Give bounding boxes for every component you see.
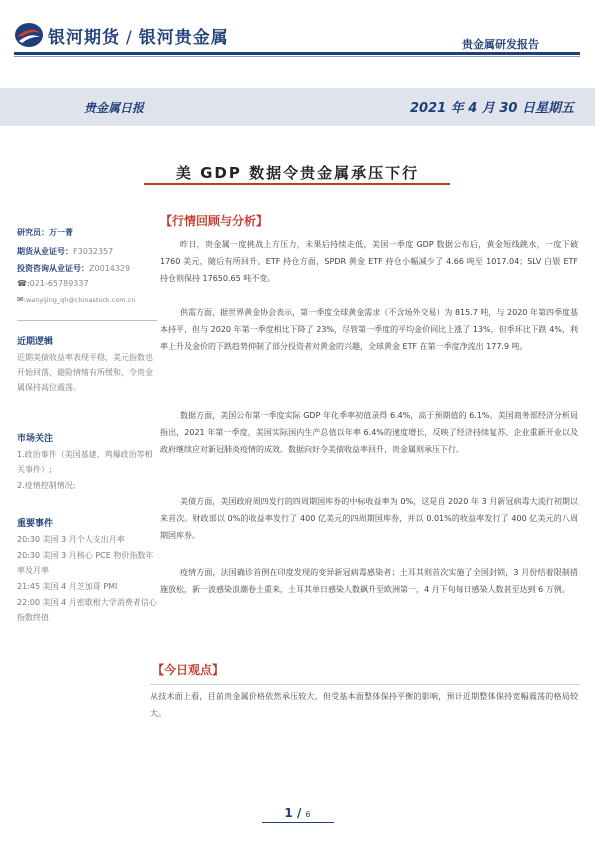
sidebar-divider bbox=[17, 320, 157, 321]
market-item: 2.疫情控制情况; bbox=[17, 481, 76, 490]
market-heading: 市场关注 bbox=[17, 434, 54, 444]
review-heading: 【行情回顾与分析】 bbox=[160, 214, 269, 228]
analyst-label: 研究员： bbox=[17, 228, 49, 237]
title-underline bbox=[144, 183, 450, 185]
phone-icon: ☎ bbox=[17, 279, 27, 288]
view-divider bbox=[150, 684, 580, 685]
event-item: 21:45 美国 4 月芝加哥 PMI bbox=[17, 582, 118, 591]
page-separator: / bbox=[296, 806, 302, 820]
license-label: 期货从业证号： bbox=[17, 247, 73, 256]
logic-heading: 近期逻辑 bbox=[17, 337, 54, 347]
email-address: wanyijing_qh@chinastock.com.cn bbox=[25, 296, 136, 304]
header-divider bbox=[14, 52, 580, 55]
page-current: 1 bbox=[284, 806, 293, 820]
page-number bbox=[0, 806, 595, 820]
page-total: 6 bbox=[305, 810, 311, 819]
review-paragraph: 数据方面，美国公布第一季度实际 GDP 年化季率初值录得 6.4%，高于预期值的 6.1%。美国商务部经济分析局指出，2021 年第一季度，美国实际国内生产总值以年率 6.4%的速度增长，反映了经济持续复苏、企业重新开业以及政府继续应对新冠肺炎疫情的成效。数据向好令美债收益率回升，贵金属则承压下行。 bbox=[160, 411, 578, 454]
events-heading: 重要事件 bbox=[17, 519, 54, 529]
report-title: 美 GDP 数据令贵金属承压下行 bbox=[175, 164, 420, 182]
review-paragraph: 供需方面，据世界黄金协会表示，第一季度全球黄金需求（不含场外交易）为 815.7 吨，与 2020 年第四季度基本持平，但与 2020 年第一季度相比下降了 23%，尽管第一季度的平均金价同比上涨了 13%，但季环比下跌 4%，利率上升及金价的下跌趋势抑制了部分投资者对黄金的兴趣，全球黄金 ETF 在第一季度净流出 177.9 吨。 bbox=[160, 308, 578, 351]
review-paragraph: 疫情方面，法国确诊首例在印度发现的变异新冠病毒感染者；土耳其则首次实施了全国封锁，3 月份结着限制措施放松，新一波感染浪潮卷土重来，土耳其单日感染人数飙升至欧洲第一，4 月下旬每日感染人数甚至达到 6 万例。 bbox=[160, 568, 578, 594]
footer-rule bbox=[262, 822, 334, 823]
event-item: 20:30 美国 3 月核心 PCE 物价指数年率及月率 bbox=[17, 551, 154, 575]
consult-label: 投资咨询从业证号： bbox=[17, 264, 89, 273]
phone-line: ☎:021-65789337 bbox=[17, 279, 89, 288]
event-item: 20:30 美国 3 月个人支出月率 bbox=[17, 535, 125, 544]
phone-number: 021-65789337 bbox=[29, 279, 89, 288]
consult-number: Z0014329 bbox=[89, 264, 131, 273]
brand-slash: / bbox=[126, 28, 133, 48]
brand-sub: 银河贵金属 bbox=[138, 28, 229, 48]
view-heading: 【今日观点】 bbox=[152, 663, 225, 677]
header-divider-thin bbox=[14, 56, 580, 57]
report-type: 贵金属研发报告 bbox=[462, 38, 539, 51]
consult-line bbox=[17, 263, 157, 274]
galaxy-logo-icon bbox=[14, 22, 44, 48]
brand-main: 银河期货 bbox=[48, 28, 120, 48]
logic-text: 近期美债收益率表现平稳，美元指数也开始回落，避险情绪有所缓和，令贵金属保持高位震荡。 bbox=[17, 353, 153, 392]
license-number: F3032357 bbox=[73, 247, 114, 256]
analyst-line bbox=[17, 227, 157, 238]
brand-name bbox=[48, 23, 229, 48]
review-paragraph: 昨日，贵金属一度挑战上方压力，未果后持续走低，美国一季度 GDP 数据公布后，黄金短线跳水，一度下破 1760 美元，随后有所回升。ETF 持仓方面，SPDR 黄金 ETF 持仓小幅减少了 4.66 吨至 1017.04；SLV 白银 ETF 持仓则保持 17650.65 吨不变。 bbox=[160, 240, 578, 283]
analyst-name: 万一菁 bbox=[49, 228, 73, 237]
mail-icon: ✉ bbox=[17, 295, 24, 304]
license-line bbox=[17, 246, 157, 257]
band-title: 贵金属日报 bbox=[84, 101, 145, 115]
view-text: 从技术面上看，目前贵金属价格依然承压较大，但受基本面整体保持平衡的影响，预计近期整体保持宽幅震荡的格局较大。 bbox=[150, 692, 578, 718]
event-item: 22:00 美国 4 月密歇根大学消费者信心指数终值 bbox=[17, 598, 157, 622]
email-line: ✉:wanyijing_qh@chinastock.com.cn bbox=[17, 295, 136, 304]
review-paragraph: 美债方面，美国政府周四发行的四周期国库券的中标收益率为 0%，这是自 2020 年 3 月新冠病毒大流行初期以来首次。财政部以 0%的收益率发行了 400 亿美元的四周期国库券，并以 0.01%的收益率发行了 400 亿美元的八周期国库券。 bbox=[160, 497, 578, 540]
report-date: 2021 年 4 月 30 日星期五 bbox=[410, 101, 574, 116]
market-item: 1.政治事件（美国基建、鸡爆政治等相关事件）; bbox=[17, 450, 153, 474]
